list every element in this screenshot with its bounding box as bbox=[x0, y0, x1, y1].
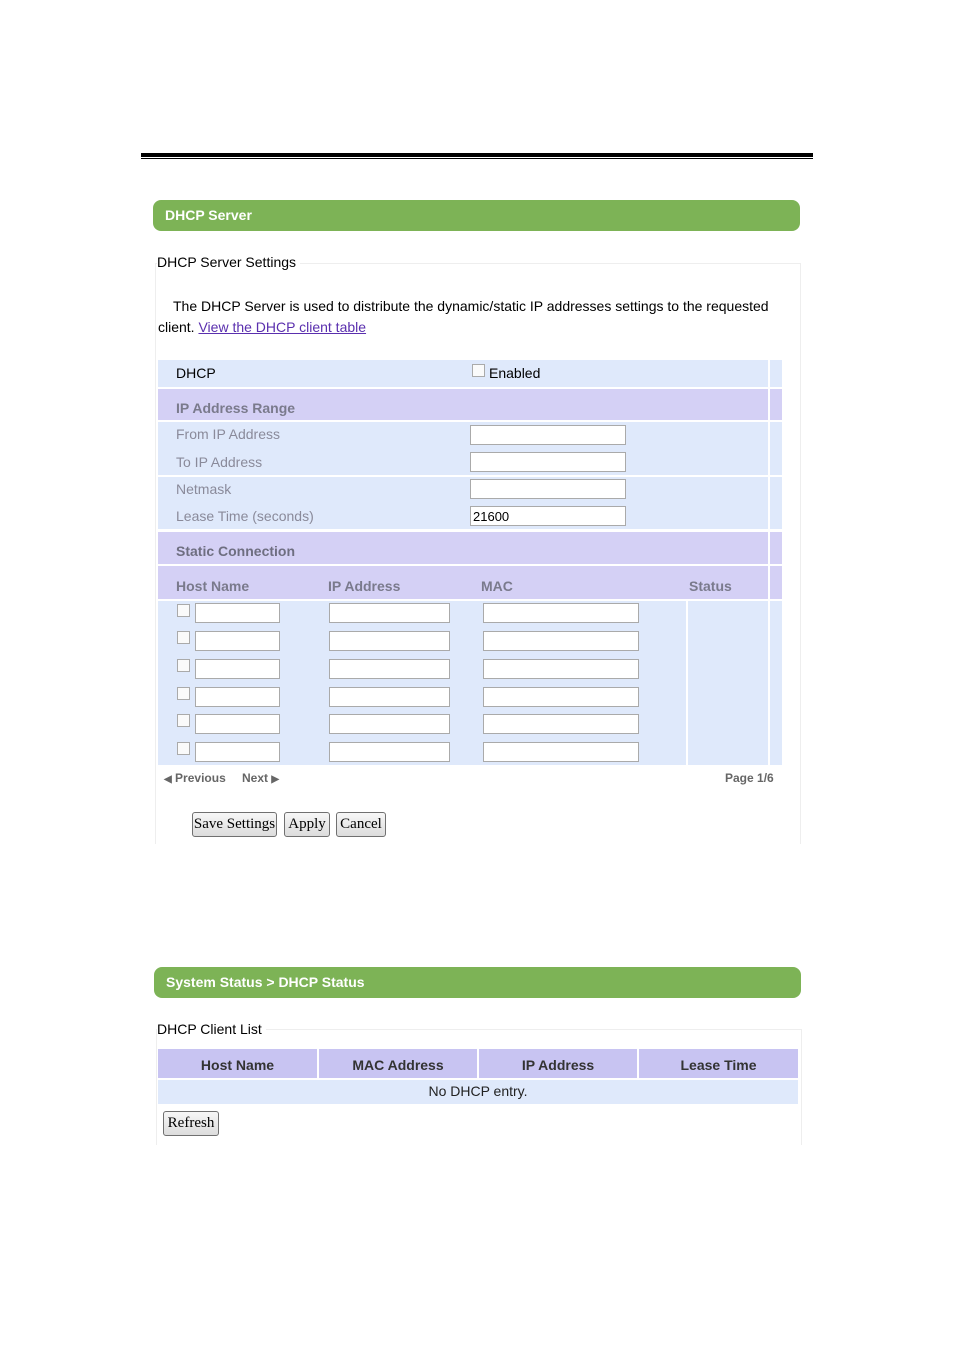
static-mac-input[interactable] bbox=[483, 659, 639, 679]
static-mac-input[interactable] bbox=[483, 742, 639, 762]
to-ip-input[interactable] bbox=[470, 452, 626, 472]
view-dhcp-client-table-link[interactable]: View the DHCP client table bbox=[198, 319, 367, 335]
static-ip-input[interactable] bbox=[329, 631, 450, 651]
refresh-button[interactable]: Refresh bbox=[163, 1111, 219, 1136]
netmask-input[interactable] bbox=[470, 479, 626, 499]
ip-range-header: IP Address Range bbox=[176, 400, 296, 416]
dhcp-enabled-checkbox[interactable] bbox=[472, 364, 485, 377]
dhcp-server-settings-legend: DHCP Server Settings bbox=[157, 254, 300, 270]
static-ip-input[interactable] bbox=[329, 603, 450, 623]
triangle-left-icon: ◀ bbox=[164, 774, 172, 785]
static-ip-input[interactable] bbox=[329, 714, 450, 734]
static-host-name-input[interactable] bbox=[195, 714, 280, 734]
netmask-label: Netmask bbox=[176, 481, 232, 497]
client-col-host-name: Host Name bbox=[158, 1049, 317, 1078]
from-ip-label: From IP Address bbox=[176, 426, 281, 442]
static-host-name-input[interactable] bbox=[195, 603, 280, 623]
dhcp-enabled-label: Enabled bbox=[489, 365, 541, 381]
description-text: The DHCP Server is used to distribute the dynamic/static IP addresses settings to the requested client. bbox=[158, 298, 769, 335]
static-entry-checkbox[interactable] bbox=[177, 631, 190, 644]
static-mac-input[interactable] bbox=[483, 631, 639, 651]
static-entry-checkbox[interactable] bbox=[177, 604, 190, 617]
col-host-name: Host Name bbox=[176, 578, 250, 594]
col-status: Status bbox=[689, 578, 732, 594]
static-entry-checkbox[interactable] bbox=[177, 742, 190, 755]
save-settings-button[interactable]: Save Settings bbox=[192, 812, 277, 837]
static-host-name-input[interactable] bbox=[195, 687, 280, 707]
ip-range-divider bbox=[158, 475, 782, 477]
col-mac: MAC bbox=[481, 578, 513, 594]
dhcp-label: DHCP bbox=[176, 365, 216, 381]
static-host-name-input[interactable] bbox=[195, 631, 280, 651]
page-top-rule bbox=[141, 153, 813, 157]
triangle-right-icon: ▶ bbox=[271, 774, 280, 785]
client-col-ip-address: IP Address bbox=[479, 1049, 637, 1078]
static-ip-input[interactable] bbox=[329, 659, 450, 679]
dhcp-client-list-legend: DHCP Client List bbox=[157, 1021, 266, 1037]
page-top-rule-thin bbox=[141, 158, 813, 159]
static-host-name-input[interactable] bbox=[195, 742, 280, 762]
from-ip-input[interactable] bbox=[470, 425, 626, 445]
lease-time-label: Lease Time (seconds) bbox=[176, 508, 314, 524]
static-mac-input[interactable] bbox=[483, 714, 639, 734]
static-entry-checkbox[interactable] bbox=[177, 687, 190, 700]
next-label: Next bbox=[242, 771, 269, 785]
page-indicator: Page 1/6 bbox=[725, 771, 774, 785]
cancel-button[interactable]: Cancel bbox=[336, 812, 386, 837]
status-column-divider bbox=[686, 601, 688, 765]
static-ip-input[interactable] bbox=[329, 742, 450, 762]
dhcp-server-description bbox=[158, 296, 778, 338]
to-ip-label: To IP Address bbox=[176, 454, 263, 470]
table-right-divider bbox=[768, 360, 770, 765]
next-page-link[interactable] bbox=[242, 771, 279, 785]
col-ip-address: IP Address bbox=[328, 578, 401, 594]
static-host-name-input[interactable] bbox=[195, 659, 280, 679]
static-entries-block bbox=[158, 601, 782, 765]
dhcp-status-header: System Status > DHCP Status bbox=[154, 967, 801, 998]
dhcp-enable-row bbox=[158, 360, 782, 387]
previous-page-link[interactable] bbox=[164, 771, 226, 785]
apply-button[interactable]: Apply bbox=[284, 812, 330, 837]
previous-label: Previous bbox=[175, 771, 226, 785]
static-mac-input[interactable] bbox=[483, 687, 639, 707]
static-entry-checkbox[interactable] bbox=[177, 659, 190, 672]
dhcp-server-header: DHCP Server bbox=[153, 200, 800, 231]
static-connection-header: Static Connection bbox=[176, 543, 296, 559]
static-entry-checkbox[interactable] bbox=[177, 714, 190, 727]
client-col-mac-address: MAC Address bbox=[319, 1049, 477, 1078]
static-ip-input[interactable] bbox=[329, 687, 450, 707]
lease-time-input[interactable] bbox=[470, 506, 626, 526]
client-col-lease-time: Lease Time bbox=[639, 1049, 798, 1078]
static-mac-input[interactable] bbox=[483, 603, 639, 623]
no-dhcp-entry-row: No DHCP entry. bbox=[158, 1080, 798, 1104]
